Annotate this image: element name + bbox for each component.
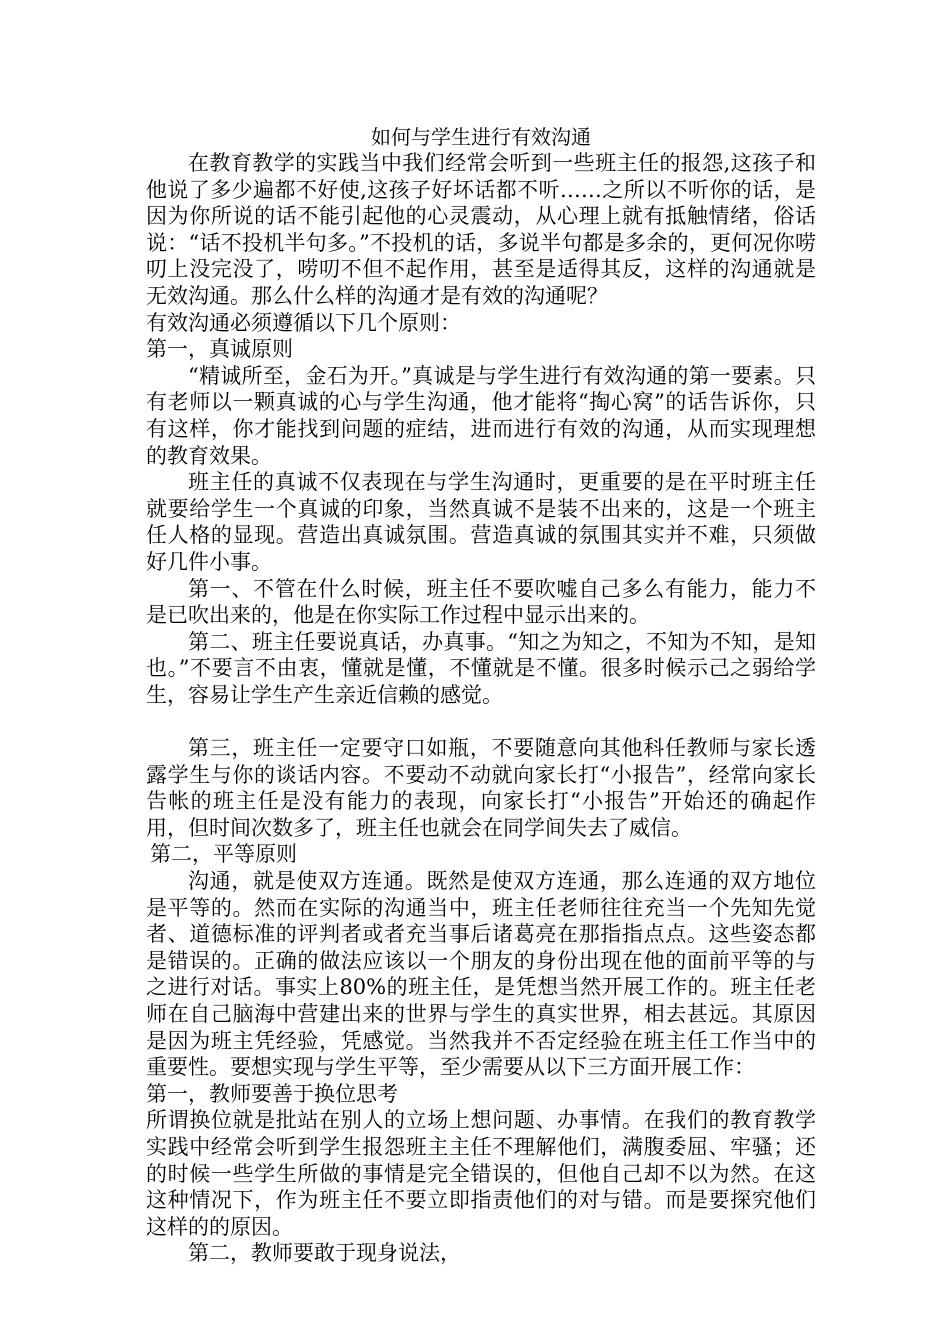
body-paragraph: 班主任的真诚不仅表现在与学生沟通时，更重要的是在平时班主任就要给学生一个真诚的印象，当然真诚不是装不出来的，这是一个班主任人格的显现。营造出真诚氛围。营造真诚的氛围其实并不难，只须做好几件小事。 (146, 470, 816, 574)
body-paragraph: 第一、不管在什么时候，班主任不要吹嘘自己多么有能力，能力不是已吹出来的，他是在你实际工作过程中显示出来的。 (146, 576, 816, 628)
body-paragraph: 第三，班主任一定要守口如瓶，不要随意向其他科任教师与家长透露学生与你的谈话内容。不要动不动就向家长打“小报告”，经常向家长告帐的班主任是没有能力的表现，向家长打“小报告”开始还的确起作用，但时间次数多了，班主任也就会在同学间失去了威信。 (146, 736, 816, 840)
blank-line (146, 708, 816, 735)
body-paragraph: 所谓换位就是批站在别人的立场上想问题、办事情。在我们的教育教学实践中经常会听到学生报怨班主主任不理解他们，满腹委屈、牢骚；还的时候一些学生所做的事情是完全错误的，但他自己却不以为然。在这这种情况下，作为班主任不要立即指责他们的对与错。而是要探究他们这样的的原因。 (146, 1108, 816, 1239)
document-page (146, 124, 816, 1267)
body-paragraph: 第二、班主任要说真话，办真事。“知之为知之，不知为不知，是知也。”不要言不由衷，懂就是懂，不懂就是不懂。很多时候示己之弱给学生，容易让学生产生亲近信赖的感觉。 (146, 629, 816, 707)
section-heading: 第一，真诚原则 (146, 337, 293, 362)
body-paragraph: 有效沟通必须遵循以下几个原则： (146, 310, 461, 335)
body-paragraph: 沟通，就是使双方连通。既然是使双方连通，那么连通的双方地位是平等的。然而在实际的沟通当中，班主任老师往往充当一个先知先觉者、道德标准的评判者或者充当事后诸葛亮在那指指点点。这些姿态都是错误的。正确的做法应该以一个朋友的身份出现在他的面前平等的与之进行对话。事实上80%的班主任，是凭想当然开展工作的。班主任老师在自己脑海中营建出来的世界与学生的真实世界，相去甚远。其原因是因为班主凭经验，凭感觉。当然我并不否定经验在班主任工作当中的重要性。要想实现与学生平等，至少需要从以下三方面开展工作： (146, 869, 816, 1080)
document-body (146, 150, 816, 1267)
body-paragraph: 第二，教师要敢于现身说法， (188, 1241, 461, 1266)
section-heading: 第一，教师要善于换位思考 (146, 1081, 398, 1106)
body-paragraph: “精诚所至，金石为开。”真诚是与学生进行有效沟通的第一要素。只有老师以一颗真诚的心与学生沟通，他才能将“掏心窝”的话告诉你，只有这样，你才能找到问题的症结，进而进行有效的沟通，从而实现理想的教育效果。 (146, 363, 816, 468)
document-title: 如何与学生进行有效沟通 (371, 125, 591, 149)
body-paragraph: 在教育教学的实践当中我们经常会听到一些班主任的报怨,这孩子和他说了多少遍都不好使,这孩子好坏话都不听……之所以不听你的话，是因为你所说的话不能引起他的心灵震动，从心理上就有抵触情绪，俗话说：“话不投机半句多。”不投机的话，多说半句都是多余的，更何况你唠叨上没完没了，唠叨不但不起作用，甚至是适得其反，这样的沟通就是无效沟通。那么什么样的沟通才是有效的沟通呢？ (146, 151, 816, 308)
section-heading: 第二，平等原则 (150, 842, 297, 867)
